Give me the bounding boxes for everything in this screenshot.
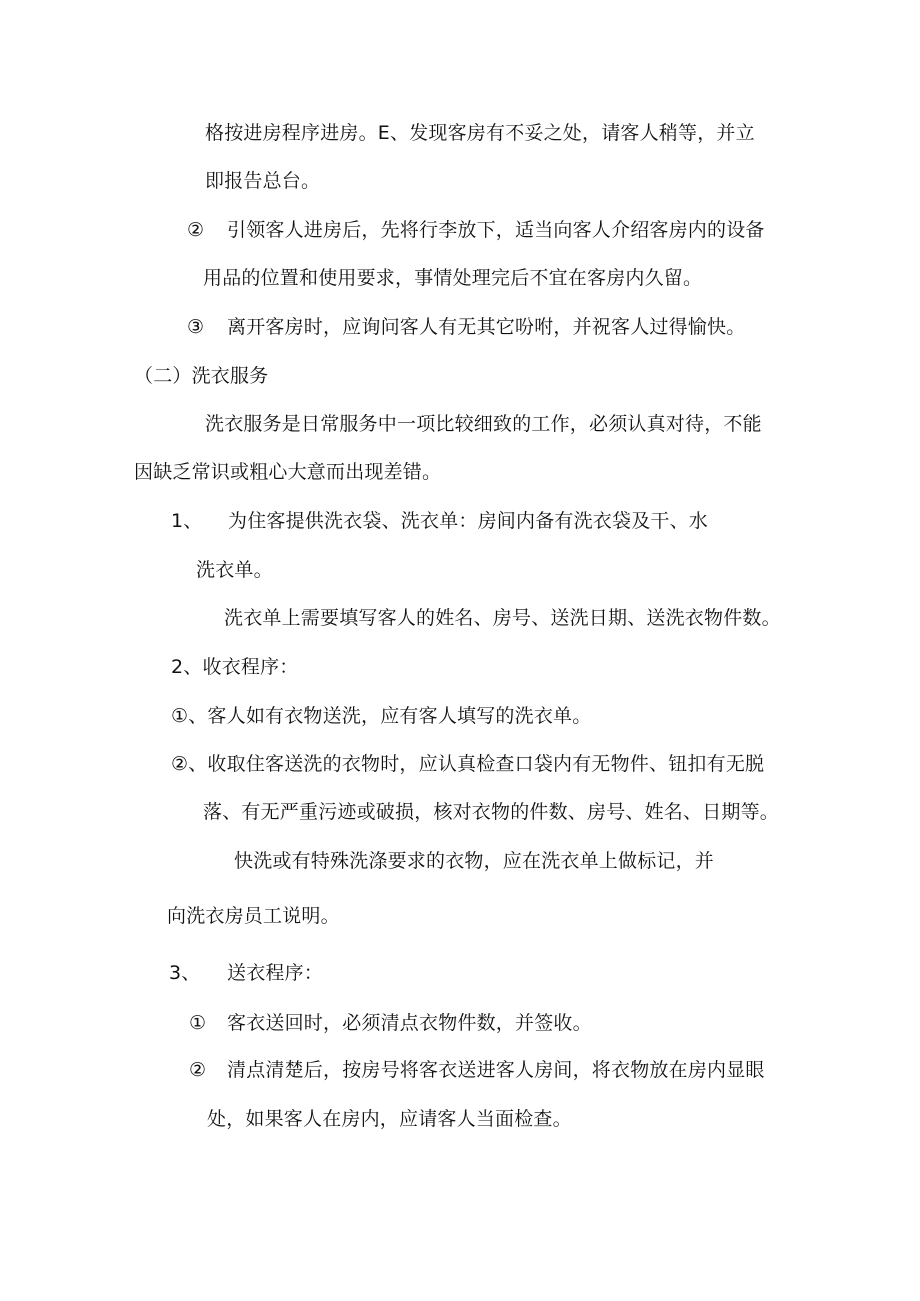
text-line: 离开客房时，应询问客人有无其它吩咐，并祝客人过得愉快。 [227,316,746,338]
text-line: 向洗衣房员工说明。 [167,905,340,927]
text-line: ①、客人如有衣物送洗，应有客人填写的洗衣单。 [171,705,592,727]
text-line: 即报告总台。 [205,170,321,192]
list-marker: ① [189,1012,207,1034]
text-line: 引领客人进房后，先将行李放下，适当向客人介绍客房内的设备 [227,219,765,241]
text-line: 处，如果客人在房内，应请客人当面检查。 [207,1108,572,1130]
list-marker: ② [189,1059,207,1081]
text-line: 洗衣单。 [196,559,273,581]
text-line: 快洗或有特殊洗涤要求的衣物，应在洗衣单上做标记，并 [234,850,715,872]
text-line: 客衣送回时，必须清点衣物件数，并签收。 [227,1012,592,1034]
text-line: 用品的位置和使用要求，事情处理完后不宜在客房内久留。 [203,267,703,289]
text-line: 为住客提供洗衣袋、洗衣单：房间内备有洗衣袋及干、水 [228,510,709,532]
list-marker: ② [187,219,205,241]
text-line: 因缺乏常识或粗心大意而出现差错。 [134,461,442,483]
section-heading: （二）洗衣服务 [134,365,269,387]
text-line: 清点清楚后，按房号将客衣送进客人房间，将衣物放在房内显眼 [227,1059,765,1081]
text-line: 落、有无严重污迹或破损，核对衣物的件数、房号、姓名、日期等。 [203,801,780,823]
list-marker: 1、 [171,510,203,532]
text-line: 洗衣服务是日常服务中一项比较细致的工作，必须认真对待，不能 [205,413,762,435]
text-line: 2、收衣程序： [171,656,299,678]
list-marker: 3、 [169,962,201,984]
text-line: 格按进房程序进房。E、发现客房有不妥之处，请客人稍等，并立 [205,122,755,144]
list-marker: ③ [187,316,205,338]
text-line: ②、收取住客送洗的衣物时，应认真检查口袋内有无物件、钮扣有无脱 [171,753,765,775]
text-line: 洗衣单上需要填写客人的姓名、房号、送洗日期、送洗衣物件数。 [224,607,781,629]
text-line: 送衣程序： [227,962,324,984]
